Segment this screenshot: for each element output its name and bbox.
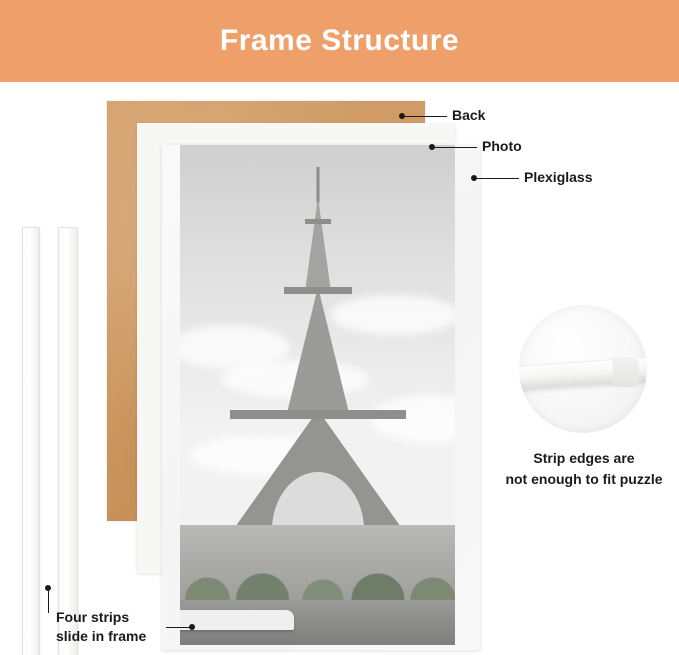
page-title: Frame Structure: [219, 24, 460, 57]
callout-line-vertical-strips: [48, 591, 49, 613]
callout-label-plexiglass: Plexiglass: [524, 169, 593, 185]
callout-line-photo: [435, 147, 477, 148]
tower-deck-upper: [305, 219, 331, 224]
callout-label-back: Back: [452, 107, 486, 123]
header-banner: [0, 0, 679, 82]
zoom-caption: [498, 448, 670, 490]
four-strips-caption-line1: Four strips: [56, 609, 130, 625]
tower-deck-lower: [230, 410, 406, 419]
eiffel-tower-silhouette: [223, 167, 413, 557]
vertical-strip-2: [58, 227, 78, 655]
eiffel-tower-photo: [180, 145, 455, 645]
tower-top-section: [305, 197, 331, 292]
zoom-strip-end: [612, 357, 640, 388]
four-strips-caption-line2: slide in frame: [56, 627, 147, 644]
callout-line-back: [405, 116, 447, 117]
strip-edge-zoom-detail: [519, 305, 647, 433]
zoom-caption-line1: Strip edges are: [533, 450, 635, 466]
callout-line-plexiglass: [477, 178, 519, 179]
vertical-strip-1: [22, 227, 40, 655]
four-strips-caption: [56, 608, 201, 646]
photo-treeline: [180, 560, 455, 600]
tower-middle-section: [286, 287, 350, 417]
tower-deck-middle: [284, 287, 352, 294]
callout-label-photo: Photo: [482, 138, 522, 154]
zoom-caption-line2: not enough to fit puzzle: [505, 471, 663, 487]
